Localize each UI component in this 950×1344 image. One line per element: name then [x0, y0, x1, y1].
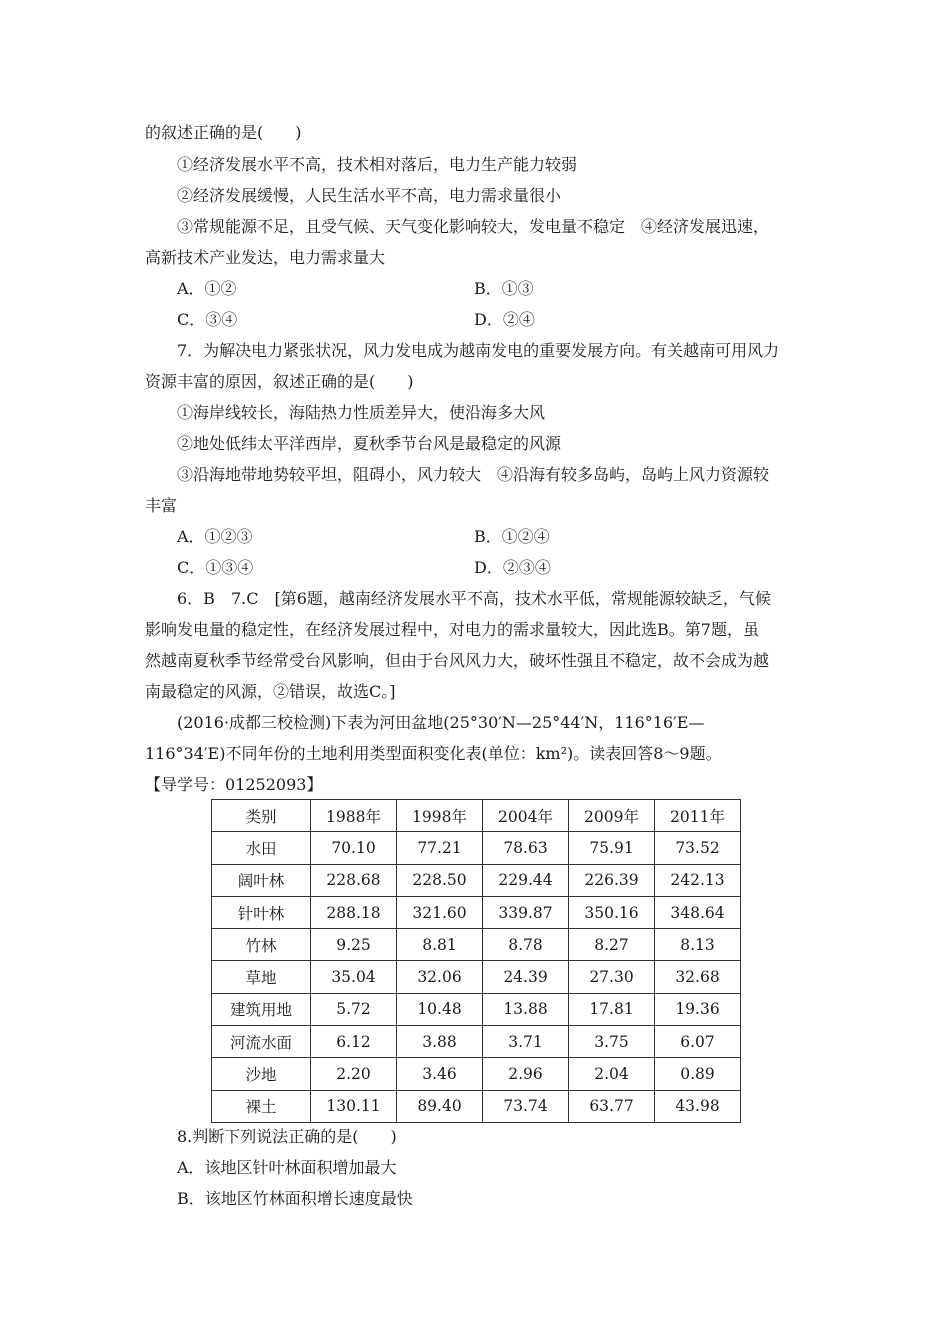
table-cell: 130.11	[311, 1090, 397, 1122]
table-cell: 43.98	[655, 1090, 741, 1122]
table-row	[212, 1090, 741, 1122]
table-cell: 73.52	[655, 832, 741, 864]
table-cell: 1988年	[311, 800, 397, 832]
table-row-label: 沙地	[212, 1058, 311, 1090]
table-cell: 3.71	[483, 1026, 569, 1058]
table-row-label: 裸土	[212, 1090, 311, 1122]
table-cell: 339.87	[483, 896, 569, 928]
table-cell: 5.72	[311, 993, 397, 1025]
table-row-label: 草地	[212, 961, 311, 993]
table-cell: 70.10	[311, 832, 397, 864]
table-row-label: 竹林	[212, 929, 311, 961]
q7-option-a: A．①②③	[177, 527, 253, 546]
q7-option-b: B．①②④	[474, 527, 550, 546]
table-cell: 2011年	[655, 800, 741, 832]
land-use-table	[211, 799, 741, 1123]
table-row-label: 针叶林	[212, 896, 311, 928]
table-cell: 228.50	[397, 864, 483, 896]
table-row	[212, 1058, 741, 1090]
table-cell: 8.81	[397, 929, 483, 961]
q7-statement-2: ②地处低纬太平洋西岸，夏秋季节台风是最稳定的风源	[177, 434, 562, 453]
table-row	[212, 832, 741, 864]
table-cell: 10.48	[397, 993, 483, 1025]
table-cell: 2.20	[311, 1058, 397, 1090]
q6-statement-3: ③常规能源不足，且受气候、天气变化影响较大，发电量不稳定 ④经济发展迅速，	[177, 217, 770, 236]
q7-statement-4-cont: 丰富	[145, 496, 178, 515]
table-row	[212, 864, 741, 896]
table-cell: 89.40	[397, 1090, 483, 1122]
table-cell: 8.27	[569, 929, 655, 961]
table-cell: 17.81	[569, 993, 655, 1025]
table-cell: 13.88	[483, 993, 569, 1025]
table-cell: 348.64	[655, 896, 741, 928]
table-row	[212, 961, 741, 993]
table-cell: 229.44	[483, 864, 569, 896]
answer-line-3: 然越南夏秋季节经常受台风影响，但由于台风风力大，破坏性强且不稳定，故不会成为越	[145, 651, 770, 670]
table-cell: 228.68	[311, 864, 397, 896]
table-cell: 321.60	[397, 896, 483, 928]
table-row	[212, 1026, 741, 1058]
table-cell: 0.89	[655, 1058, 741, 1090]
q6-stem-tail: 的叙述正确的是( )	[145, 123, 302, 142]
table-cell: 226.39	[569, 864, 655, 896]
table-cell: 1998年	[397, 800, 483, 832]
table-cell: 2.04	[569, 1058, 655, 1090]
q8-stem: 8.判断下列说法正确的是( )	[177, 1127, 397, 1146]
table-cell: 78.63	[483, 832, 569, 864]
table-row-label: 建筑用地	[212, 993, 311, 1025]
table-cell: 8.13	[655, 929, 741, 961]
table-cell: 3.46	[397, 1058, 483, 1090]
table-cell: 32.06	[397, 961, 483, 993]
table-cell: 8.78	[483, 929, 569, 961]
table-cell: 24.39	[483, 961, 569, 993]
table-intro-2: 116°34′E)不同年份的土地利用类型面积变化表(单位：km²)。读表回答8～9题。	[145, 744, 722, 763]
table-row	[212, 896, 741, 928]
table-cell: 75.91	[569, 832, 655, 864]
q6-statement-2: ②经济发展缓慢，人民生活水平不高，电力需求量很小	[177, 186, 562, 205]
guide-number: 【导学号：01252093】	[145, 775, 323, 794]
q7-statement-1: ①海岸线较长，海陆热力性质差异大，使沿海多大风	[177, 403, 546, 422]
table-cell: 77.21	[397, 832, 483, 864]
answer-line-1: 6．B 7.C [第6题，越南经济发展水平不高，技术水平低，常规能源较缺乏，气候	[177, 589, 771, 608]
table-cell: 32.68	[655, 961, 741, 993]
table-cell: 6.07	[655, 1026, 741, 1058]
table-header-row	[212, 800, 741, 832]
q6-option-d: D．②④	[474, 310, 535, 329]
q7-option-c: C．①③④	[177, 558, 254, 577]
table-cell: 35.04	[311, 961, 397, 993]
table-cell: 2004年	[483, 800, 569, 832]
table-cell: 242.13	[655, 864, 741, 896]
table-cell: 63.77	[569, 1090, 655, 1122]
q7-stem: 7．为解决电力紧张状况，风力发电成为越南发电的重要发展方向。有关越南可用风力	[177, 341, 780, 360]
table-row	[212, 929, 741, 961]
table-cell: 3.88	[397, 1026, 483, 1058]
answer-line-4: 南最稳定的风源，②错误，故选C。]	[145, 682, 396, 701]
table-cell: 288.18	[311, 896, 397, 928]
table-cell: 3.75	[569, 1026, 655, 1058]
answer-line-2: 影响发电量的稳定性，在经济发展过程中，对电力的需求量较大，因此选B。第7题，虽	[145, 620, 759, 639]
table-cell: 27.30	[569, 961, 655, 993]
table-cell: 73.74	[483, 1090, 569, 1122]
q7-statement-3: ③沿海地带地势较平坦，阻碍小，风力较大 ④沿海有较多岛屿，岛屿上风力资源较	[177, 465, 770, 484]
table-cell: 6.12	[311, 1026, 397, 1058]
table-cell: 19.36	[655, 993, 741, 1025]
table-intro-1: (2016·成都三校检测)下表为河田盆地(25°30′N—25°44′N，116°16′E—	[177, 713, 705, 732]
table-cell: 2.96	[483, 1058, 569, 1090]
table-cell: 9.25	[311, 929, 397, 961]
q7-stem-cont: 资源丰富的原因，叙述正确的是( )	[145, 372, 414, 391]
q6-option-c: C．③④	[177, 310, 238, 329]
q8-option-a: A．该地区针叶林面积增加最大	[177, 1158, 397, 1177]
table-cell: 350.16	[569, 896, 655, 928]
q7-option-d: D．②③④	[474, 558, 551, 577]
q6-statement-4-cont: 高新技术产业发达，电力需求量大	[145, 248, 386, 267]
table-row-label: 阔叶林	[212, 864, 311, 896]
table-row-label: 类别	[212, 800, 311, 832]
q8-option-b: B．该地区竹林面积增长速度最快	[177, 1189, 413, 1208]
q6-statement-1: ①经济发展水平不高，技术相对落后，电力生产能力较弱	[177, 155, 578, 174]
table-row-label: 水田	[212, 832, 311, 864]
table-row	[212, 993, 741, 1025]
q6-option-a: A．①②	[177, 279, 237, 298]
table-cell: 2009年	[569, 800, 655, 832]
table-row-label: 河流水面	[212, 1026, 311, 1058]
q6-option-b: B．①③	[474, 279, 534, 298]
